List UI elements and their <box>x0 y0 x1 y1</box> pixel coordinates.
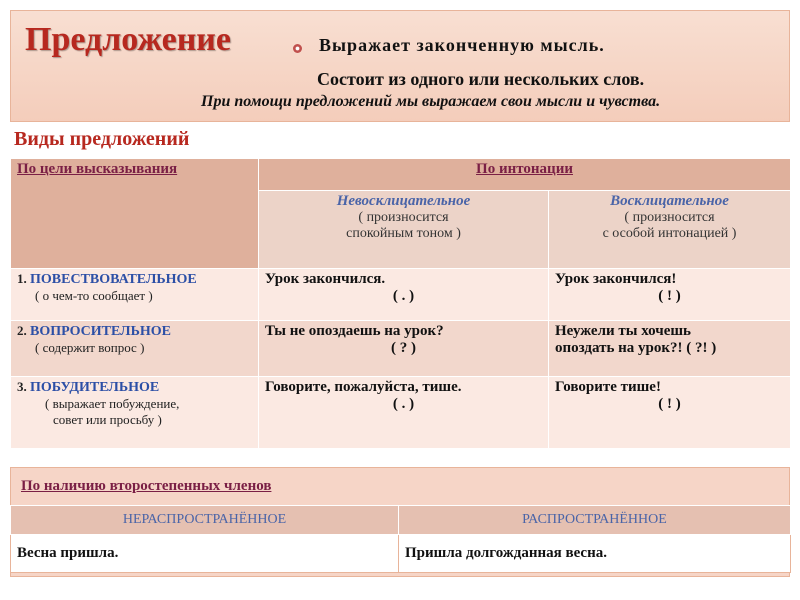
definition-line-3: При помощи предложений мы выражаем свои мысли и чувства. <box>201 93 661 110</box>
types-table <box>10 158 791 449</box>
header-box <box>10 10 790 122</box>
section-title: Виды предложений <box>14 128 190 150</box>
page-title: Предложение <box>25 21 231 58</box>
header-purpose: По цели высказывания <box>11 159 259 269</box>
table-row <box>11 269 791 321</box>
example-exclamatory: Неужели ты хочешь опоздать на урок?! ( ?! ) <box>549 321 791 377</box>
header-intonation: По интонации <box>259 159 791 191</box>
definition-line-2: Состоит из одного или нескольких слов. <box>317 69 645 89</box>
example-nonexclamatory: Ты не опоздаешь на урок? ( ? ) <box>259 321 549 377</box>
header-unextended: НЕРАСПРОСТРАНЁННОЕ <box>11 506 399 535</box>
example-nonexclamatory: Урок закончился. ( . ) <box>259 269 549 321</box>
secondary-members-title: По наличию второстепенных членов <box>21 478 272 494</box>
header-exclamatory: Восклицательное ( произносится с особой интонацией ) <box>549 191 791 269</box>
row-label-question: 2. ВОПРОСИТЕЛЬНОЕ ( содержит вопрос ) <box>11 321 259 377</box>
bullet-icon <box>293 44 302 53</box>
secondary-members-table <box>10 505 791 573</box>
row-label-narrative: 1. ПОВЕСТВОВАТЕЛЬНОЕ ( о чем-то сообщает ) <box>11 269 259 321</box>
example-unextended: Весна пришла. <box>11 535 399 573</box>
example-nonexclamatory: Говорите, пожалуйста, тише. ( . ) <box>259 377 549 449</box>
example-exclamatory: Урок закончился! ( ! ) <box>549 269 791 321</box>
table-row <box>11 321 791 377</box>
example-exclamatory: Говорите тише! ( ! ) <box>549 377 791 449</box>
definition-line-1: Выражает законченную мысль. <box>319 35 605 55</box>
header-nonexclamatory: Невосклицательное ( произносится спокойным тоном ) <box>259 191 549 269</box>
header-extended: РАСПРОСТРАНЁННОЕ <box>399 506 791 535</box>
row-label-imperative: 3. ПОБУДИТЕЛЬНОЕ ( выражает побуждение, совет или просьбу ) <box>11 377 259 449</box>
table-row <box>11 377 791 449</box>
example-extended: Пришла долгожданная весна. <box>399 535 791 573</box>
